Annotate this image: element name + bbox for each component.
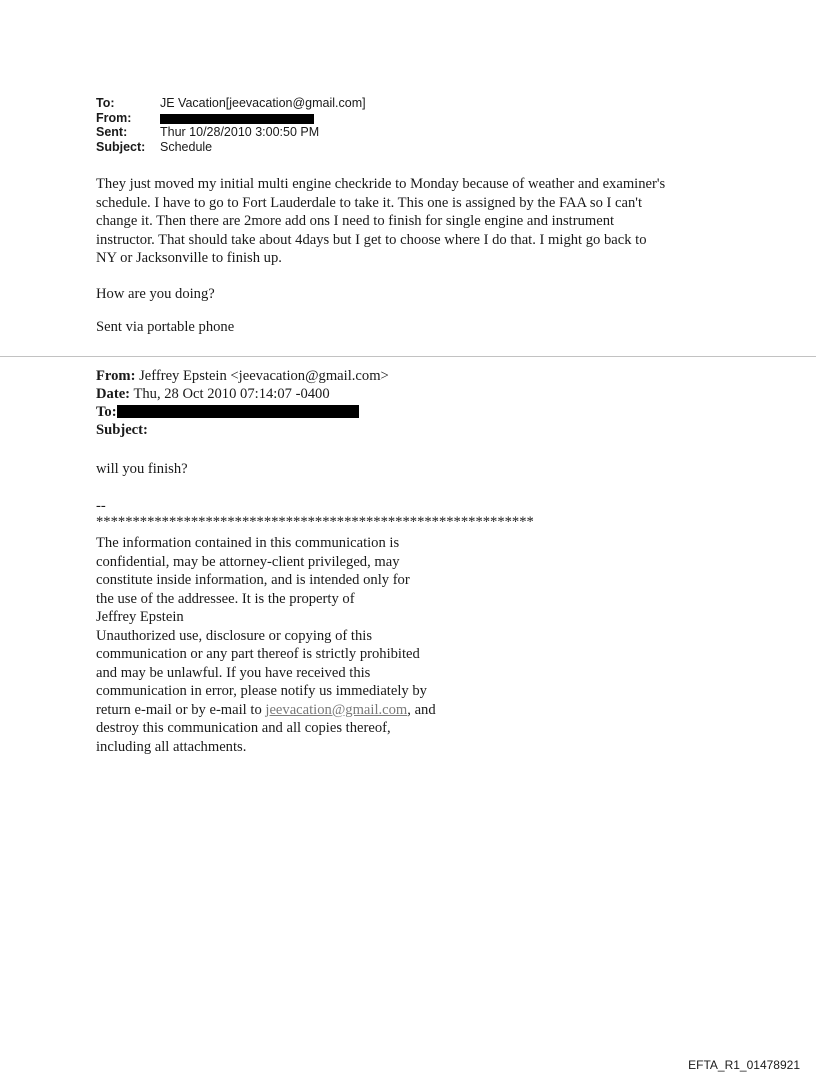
sent-row [96, 125, 366, 140]
quoted-header [96, 367, 389, 439]
quoted-subject-label: Subject: [96, 422, 148, 438]
redaction-bar [160, 114, 314, 124]
message-line: NY or Jacksonville to finish up. [96, 250, 282, 266]
disclaimer-line: Jeffrey Epstein [96, 609, 184, 625]
subject-label: Subject: [96, 139, 146, 154]
email-header [96, 96, 366, 154]
quoted-to-label: To: [96, 404, 117, 420]
quoted-date-row [96, 385, 389, 403]
disclaimer-line: communication in error, please notify us immediately by [96, 683, 427, 699]
message-line: change it. Then there are 2more add ons I need to finish for single engine and instrument [96, 213, 615, 229]
message-line: instructor. That should take about 4days but I get to choose where I do that. I might go back to [96, 231, 647, 248]
question-text: How are you doing? [96, 286, 215, 302]
to-row [96, 96, 366, 111]
disclaimer-line: the use of the addressee. It is the property of [96, 590, 355, 607]
from-row [96, 111, 366, 126]
disclaimer-line: destroy this communication and all copies thereof, [96, 720, 391, 736]
document-id: EFTA_R1_01478921 [688, 1058, 800, 1072]
disclaimer-line: including all attachments. [96, 738, 247, 755]
disclaimer-line: and may be unlawful. If you have received this [96, 664, 371, 681]
sent-value: Thur 10/28/2010 3:00:50 PM [160, 125, 320, 139]
quoted-subject-row [96, 421, 389, 439]
disclaimer [96, 534, 516, 756]
disclaimer-line: constitute inside information, and is intended only for [96, 572, 410, 588]
subject-row [96, 140, 366, 155]
disclaimer-link-line [96, 701, 516, 720]
signature-text: Sent via portable phone [96, 319, 235, 335]
email-link[interactable]: jeevacation@gmail.com [265, 701, 408, 718]
to-label: To: [96, 96, 115, 110]
message-line: schedule. I have to go to Fort Lauderdale to take it. This one is assigned by the FAA so I can't [96, 194, 642, 211]
divider-line [0, 356, 816, 357]
signature-separator: -- [96, 498, 106, 514]
quoted-date-value: Thu, 28 Oct 2010 07:14:07 -0400 [133, 386, 330, 402]
disclaimer-line: communication or any part thereof is strictly prohibited [96, 646, 420, 662]
quoted-from-row [96, 367, 389, 385]
subject-value: Schedule [160, 139, 213, 154]
quoted-message: will you finish? [96, 461, 188, 477]
quoted-from-label: From: [96, 368, 136, 384]
disclaimer-link-prefix: return e-mail or by e-mail to [96, 701, 266, 718]
disclaimer-line: The information contained in this communication is [96, 535, 400, 551]
quoted-from-value: Jeffrey Epstein <jeevacation@gmail.com> [139, 368, 389, 384]
quoted-to-row [96, 403, 389, 421]
disclaimer-line: confidential, may be attorney-client privileged, may [96, 553, 400, 570]
from-label: From: [96, 110, 132, 125]
stars-line: ************************************************************ [96, 514, 534, 530]
message-line: They just moved my initial multi engine checkride to Monday because of weather and examiner's [96, 176, 666, 192]
disclaimer-link-suffix: , and [407, 701, 436, 718]
to-value: JE Vacation[jeevacation@gmail.com] [160, 96, 366, 110]
message-body [96, 175, 665, 268]
quoted-date-label: Date: [96, 386, 131, 402]
redaction-bar [117, 405, 359, 418]
disclaimer-line: Unauthorized use, disclosure or copying of this [96, 627, 373, 644]
sent-label: Sent: [96, 125, 128, 139]
